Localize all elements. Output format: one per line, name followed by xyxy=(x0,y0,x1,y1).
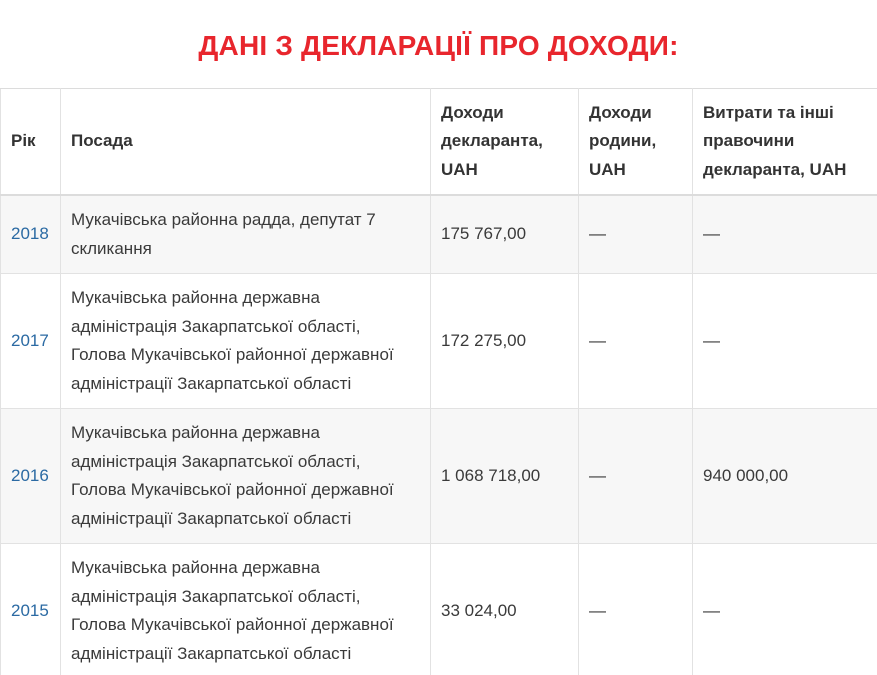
year-link[interactable]: 2015 xyxy=(11,600,49,620)
family-income-cell: — xyxy=(579,409,693,544)
declarant-income-cell: 175 767,00 xyxy=(431,195,579,274)
position-cell: Мукачівська районна радда, депутат 7 скликання xyxy=(61,195,431,274)
header-declarant-income: Доходи декларанта, UAH xyxy=(431,89,579,196)
expenses-cell: — xyxy=(693,195,877,274)
header-position: Посада xyxy=(61,89,431,196)
table-body xyxy=(1,195,877,675)
header-year: Рік xyxy=(1,89,61,196)
header-family-income: Доходи родини, UAH xyxy=(579,89,693,196)
year-cell xyxy=(1,409,61,544)
year-cell xyxy=(1,195,61,274)
header-row xyxy=(1,89,877,196)
year-cell xyxy=(1,544,61,675)
income-declaration-table xyxy=(0,88,877,675)
declarant-income-cell: 1 068 718,00 xyxy=(431,409,579,544)
family-income-cell: — xyxy=(579,274,693,409)
family-income-cell: — xyxy=(579,195,693,274)
table-header xyxy=(1,89,877,196)
table-row xyxy=(1,544,877,675)
table-row xyxy=(1,274,877,409)
expenses-cell: — xyxy=(693,274,877,409)
expenses-cell: 940 000,00 xyxy=(693,409,877,544)
table-row xyxy=(1,409,877,544)
year-link[interactable]: 2016 xyxy=(11,465,49,485)
table-row xyxy=(1,195,877,274)
position-cell: Мукачівська районна державна адміністрація Закарпатської області, Голова Мукачівської районної державної адміністрації Закарпатської області xyxy=(61,409,431,544)
position-cell: Мукачівська районна державна адміністрація Закарпатської області, Голова Мукачівської районної державної адміністрації Закарпатської області xyxy=(61,274,431,409)
year-link[interactable]: 2017 xyxy=(11,330,49,350)
declarant-income-cell: 172 275,00 xyxy=(431,274,579,409)
position-cell: Мукачівська районна державна адміністрація Закарпатської області, Голова Мукачівської районної державної адміністрації Закарпатської області xyxy=(61,544,431,675)
header-expenses: Витрати та інші правочини декларанта, UAH xyxy=(693,89,877,196)
expenses-cell: — xyxy=(693,544,877,675)
family-income-cell: — xyxy=(579,544,693,675)
declarant-income-cell: 33 024,00 xyxy=(431,544,579,675)
page-title: ДАНІ З ДЕКЛАРАЦІЇ ПРО ДОХОДИ: xyxy=(198,30,679,61)
year-cell xyxy=(1,274,61,409)
year-link[interactable]: 2018 xyxy=(11,224,49,244)
